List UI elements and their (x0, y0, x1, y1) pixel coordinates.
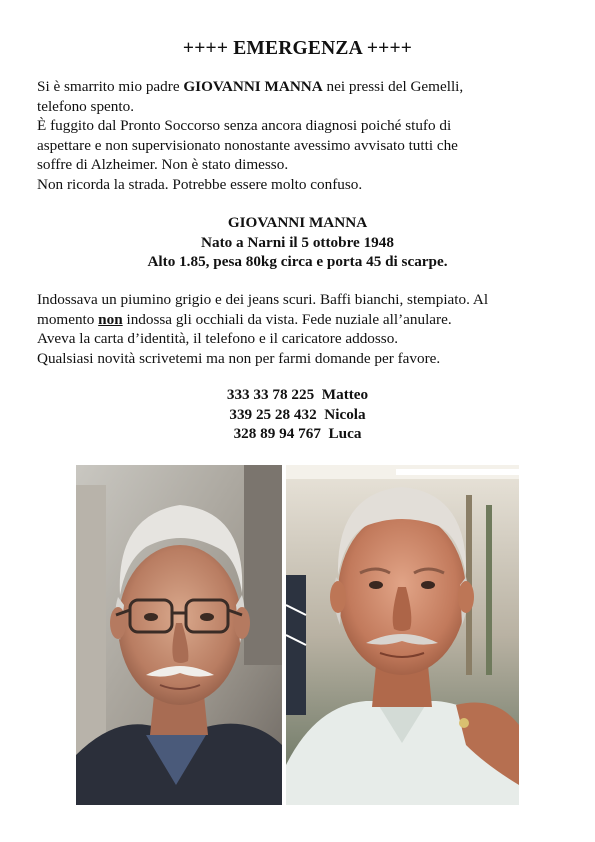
intro-line-6: Non ricorda la strada. Potrebbe essere molto confuso. (37, 175, 363, 193)
intro-line-5: soffre di Alzheimer. Non è stato dimesso. (37, 156, 289, 174)
contact-name: Luca (328, 425, 362, 443)
photo-with-glasses (76, 465, 282, 805)
intro-line-4: aspettare e non supervisionato nonostante avessimo avvisato tutti che (37, 136, 458, 154)
intro-line-1-pre: Si è smarrito mio padre (37, 78, 184, 95)
person-birth: Nato a Narni il 5 ottobre 1948 (201, 233, 394, 251)
photo-without-glasses (286, 465, 519, 805)
person-stats: Alto 1.85, pesa 80kg circa e porta 45 di scarpe. (147, 253, 448, 271)
intro-line-1-post: nei pressi del Gemelli, (322, 78, 464, 95)
contact-name: Matteo (321, 386, 369, 403)
description-line-2-pre: momento (37, 310, 99, 328)
contact-list (0, 385, 595, 444)
intro-line-2: telefono spento. (37, 97, 135, 115)
intro-line-1 (37, 77, 562, 97)
contact-phone[interactable]: 328 89 94 767 (233, 425, 321, 443)
missing-person-name: GIOVANNI MANNA (183, 78, 323, 95)
description-line-2-post: indossa gli occhiali da vista. Fede nuziale all’anulare. (122, 310, 452, 328)
description-line-1: Indossava un piumino grigio e dei jeans scuri. Baffi bianchi, stempiato. Al (37, 291, 489, 308)
emphasis-non: non (98, 310, 123, 328)
flyer-title: ++++ EMERGENZA ++++ (182, 38, 413, 59)
description-line-2 (37, 310, 562, 330)
contact-item (0, 424, 595, 444)
person-info (0, 213, 595, 272)
contact-phone[interactable]: 339 25 28 432 (229, 405, 317, 423)
description-paragraph (37, 290, 562, 368)
contact-item (0, 405, 595, 425)
person-name: GIOVANNI MANNA (227, 214, 368, 231)
contact-item (0, 385, 595, 405)
contact-name: Nicola (324, 405, 366, 423)
description-line-4: Qualsiasi novità scrivetemi ma non per farmi domande per favore. (37, 349, 441, 367)
intro-line-3: È fuggito dal Pronto Soccorso senza ancora diagnosi poiché stufo di (37, 117, 452, 135)
contact-phone[interactable]: 333 33 78 225 (226, 386, 315, 403)
description-line-3: Aveva la carta d’identità, il telefono e il caricatore addosso. (37, 330, 399, 348)
intro-paragraph (37, 77, 562, 195)
